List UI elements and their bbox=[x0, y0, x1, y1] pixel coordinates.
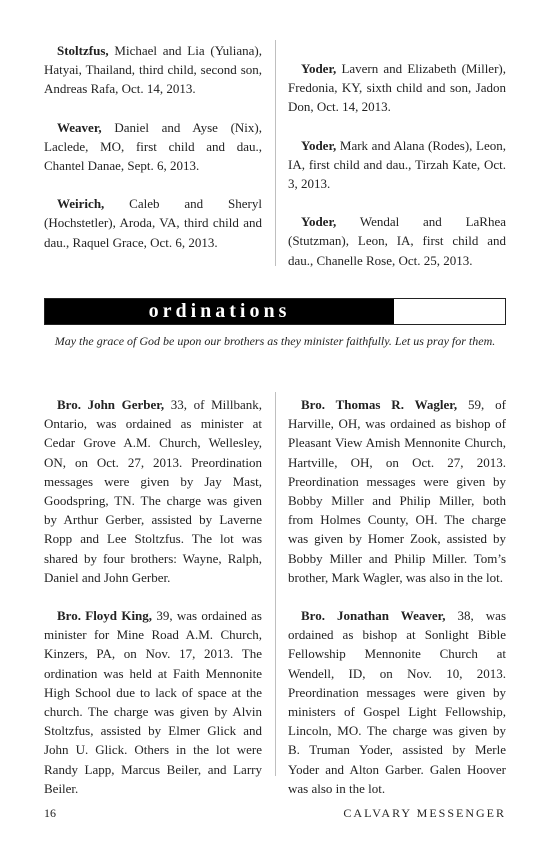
section-subtitle: May the grace of God be upon our brothers as they minister faithfully. Let us pray for them. bbox=[54, 334, 496, 348]
ordination-text: 59, of Harville, OH, was ordained as bishop of Pleasant View Amish Mennonite Church, Hartville, OH, on Oct. 27, 2013. Preordination messages were given by Bobby Miller and Philip Miller, both from Holmes County, OH. The charge was given by Homer Zook, assisted by Bobby Miller and Philip Miller. Tom’s brother, Mark Wagler, was also in the lot. bbox=[288, 397, 506, 585]
page-number: 16 bbox=[44, 806, 56, 820]
birth-name: Weirich, bbox=[57, 196, 105, 212]
birth-name: Yoder, bbox=[301, 61, 337, 76]
ordination-name: Bro. Thomas R. Wagler, bbox=[301, 397, 458, 412]
ordination-text: 39, was ordained as minister for Mine Road A.M. Church, Kinzers, PA, on Nov. 17, 2013. The ordination was held at Faith Mennonite High School due to lack of space at the church. The charge was given by Alvin Stoltzfus, assisted by Elmer Glick and John U. Glick. Others in the lot were Randy Lapp, Marcus Beiler, and Larry Beiler. bbox=[44, 608, 262, 796]
ordination-text: 33, of Millbank, Ontario, was ordained as minister at Cedar Grove A.M. Church, Wellesley, ON, on Oct. 27, 2013. Preordination messages were given by Jay Mast, Goodspring, TN. The charge was given by Arthur Gerber, assisted by Laverne Ropp and Lee Stoltzfus. The lot was shared by four brothers: Wayne, Ralph, Daniel and John Gerber. bbox=[44, 397, 262, 585]
birth-entry bbox=[288, 212, 506, 270]
birth-entry bbox=[44, 118, 262, 176]
birth-name: Stoltzfus, bbox=[57, 43, 109, 58]
birth-text: Michael and Lia (Yuliana), Hatyai, Thailand, third child, second son, Andreas Rafa, Oct. 14, 2013. bbox=[44, 43, 262, 97]
birth-name: Yoder, bbox=[301, 137, 337, 153]
section-banner bbox=[44, 298, 506, 325]
birth-entry bbox=[288, 59, 506, 117]
ordination-text: 38, was ordained as bishop at Sonlight Bible Fellowship Mennonite Church at Wendell, ID, on Nov. 10, 2013. Preordination messages were given by ministers of Gospel Light Fellowship, Lincoln, MO. The charge was given by B. Truman Yoder, assisted by Merle Yoder and Alton Garber. Galen Hoover was also in the lot. bbox=[288, 608, 507, 796]
ordinations-right-column bbox=[288, 395, 506, 817]
ordination-entry bbox=[44, 606, 262, 798]
publication-title: CALVARY MESSENGER bbox=[343, 806, 506, 820]
ordination-name: Bro. Floyd King, bbox=[57, 608, 153, 624]
column-divider bbox=[275, 392, 276, 776]
births-left-column bbox=[44, 41, 262, 271]
birth-text: Wendal and LaRhea (Stutzman), Leon, IA, first child and dau., Chanelle Rose, Oct. 25, 2013. bbox=[288, 214, 506, 268]
birth-text: Lavern and Elizabeth (Miller), Fredonia, KY, sixth child and son, Jadon Don, Oct. 14, 2013. bbox=[288, 61, 506, 115]
ordination-entry bbox=[288, 395, 506, 587]
birth-entry bbox=[44, 194, 262, 252]
birth-name: Yoder, bbox=[301, 214, 337, 230]
birth-entry bbox=[44, 41, 262, 99]
birth-name: Weaver, bbox=[57, 119, 102, 135]
birth-entry bbox=[288, 136, 506, 194]
section-title: ordinations bbox=[148, 300, 291, 322]
ordination-entry bbox=[288, 606, 506, 798]
ordination-name: Bro. Jonathan Weaver, bbox=[301, 608, 446, 624]
birth-text: Daniel and Ayse (Nix), Laclede, MO, first child and dau., Chantel Danae, Sept. 6, 2013. bbox=[44, 119, 262, 174]
birth-text: Mark and Alana (Rodes), Leon, IA, first child and dau., Tirzah Kate, Oct. 3, 2013. bbox=[288, 137, 506, 192]
births-right-column bbox=[288, 59, 506, 289]
ordination-name: Bro. John Gerber, bbox=[57, 397, 165, 412]
column-divider bbox=[275, 40, 276, 266]
ordination-entry bbox=[44, 395, 262, 587]
ordinations-left-column bbox=[44, 395, 262, 817]
birth-text: Caleb and Sheryl (Hochstetler), Aroda, VA, third child and dau., Raquel Grace, Oct. 6, 2013. bbox=[44, 196, 262, 250]
